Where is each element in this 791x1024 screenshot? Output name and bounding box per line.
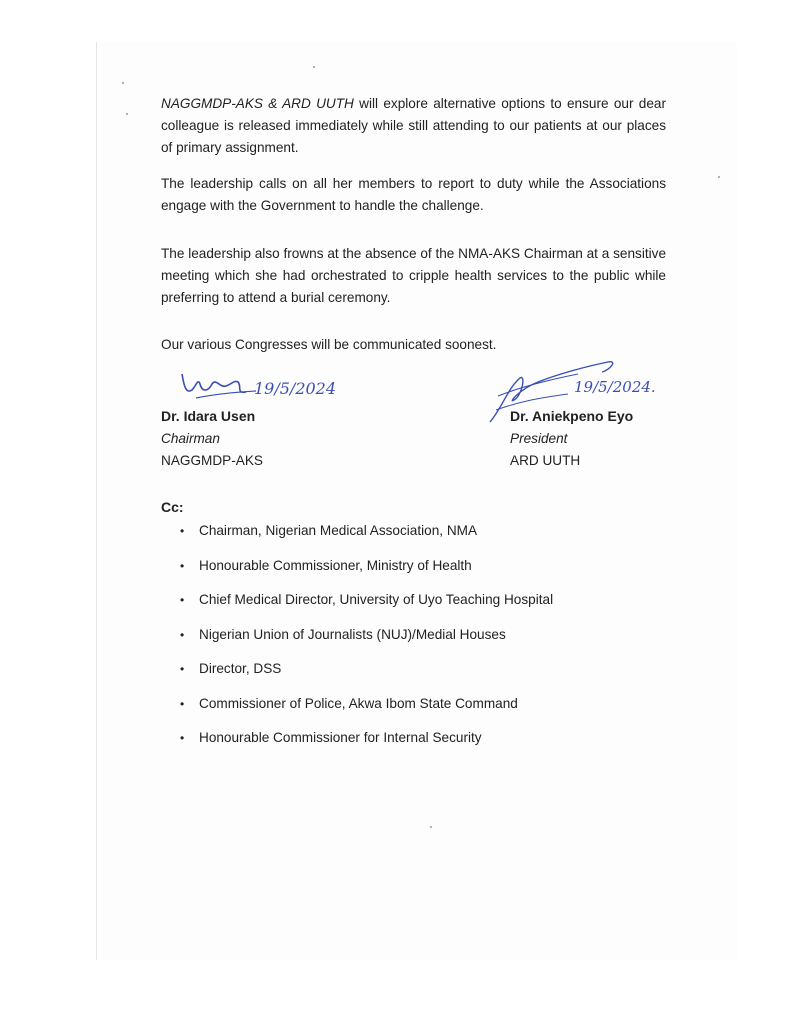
- signatory-left-name: Dr. Idara Usen: [161, 408, 256, 424]
- cc-item-text: Director, DSS: [199, 661, 282, 676]
- paragraph-nma-absence: The leadership also frowns at the absence of the NMA-AKS Chairman at a sensitive meeting which she had orchestrated to cripple health services to the public while preferring to attend a burial ceremony.: [161, 246, 666, 305]
- cc-label: Cc:: [161, 499, 184, 515]
- signatory-right-title: President: [510, 431, 568, 446]
- cc-item-text: Chairman, Nigerian Medical Association, NMA: [199, 523, 478, 538]
- associations-lead: NAGGMDP-AKS & ARD UUTH: [161, 96, 354, 111]
- signatory-right-org: ARD UUTH: [510, 453, 581, 468]
- bullet-icon: •: [180, 627, 185, 642]
- signature-date-right: 19/5/2024.: [574, 378, 656, 396]
- paragraph-congresses: Our various Congresses will be communicated soonest.: [161, 337, 497, 352]
- bullet-icon: •: [180, 558, 185, 573]
- cc-list-item: [180, 555, 553, 590]
- paragraph-report-to-duty: The leadership calls on all her members to report to duty while the Associations engage with the Government to handle the challenge.: [161, 176, 666, 213]
- scan-speck: [718, 176, 720, 178]
- cc-list-item: [180, 658, 553, 693]
- scan-speck: [313, 66, 315, 68]
- signatory-right-name: Dr. Aniekpeno Eyo: [510, 408, 634, 424]
- scan-speck: [122, 82, 124, 84]
- bullet-icon: •: [180, 593, 185, 607]
- bullet-icon: •: [180, 731, 185, 745]
- cc-list-item: [180, 520, 553, 555]
- cc-list: [180, 520, 553, 762]
- scan-speck: [126, 113, 128, 115]
- cc-item-text: Honourable Commissioner for Internal Security: [199, 730, 482, 745]
- bullet-icon: •: [180, 524, 185, 538]
- cc-list-item: [180, 624, 553, 659]
- signature-left: [176, 364, 337, 408]
- paragraph-alternative-options: [161, 93, 666, 159]
- cc-list-item: [180, 693, 553, 728]
- bullet-icon: •: [180, 662, 185, 676]
- cc-item-text: Commissioner of Police, Akwa Ibom State Command: [199, 695, 518, 711]
- cc-item-text: Chief Medical Director, University of Uyo Teaching Hospital: [199, 592, 554, 607]
- cc-item-text: Honourable Commissioner, Ministry of Health: [199, 557, 472, 573]
- signatory-left-org: NAGGMDP-AKS: [161, 453, 263, 468]
- scan-speck: [430, 826, 432, 828]
- cc-item-text: Nigerian Union of Journalists (NUJ)/Medial Houses: [199, 626, 506, 642]
- cc-list-item: [180, 727, 553, 762]
- signatory-left-title: Chairman: [161, 431, 220, 446]
- cc-list-item: [180, 589, 553, 624]
- signature-date-left: 19/5/2024: [254, 379, 337, 398]
- bullet-icon: •: [180, 696, 185, 711]
- paragraph-text: will explore alternative options to ensure our dear colleague is released immediately while still attending to our patients at our places of primary assignment.: [161, 96, 666, 155]
